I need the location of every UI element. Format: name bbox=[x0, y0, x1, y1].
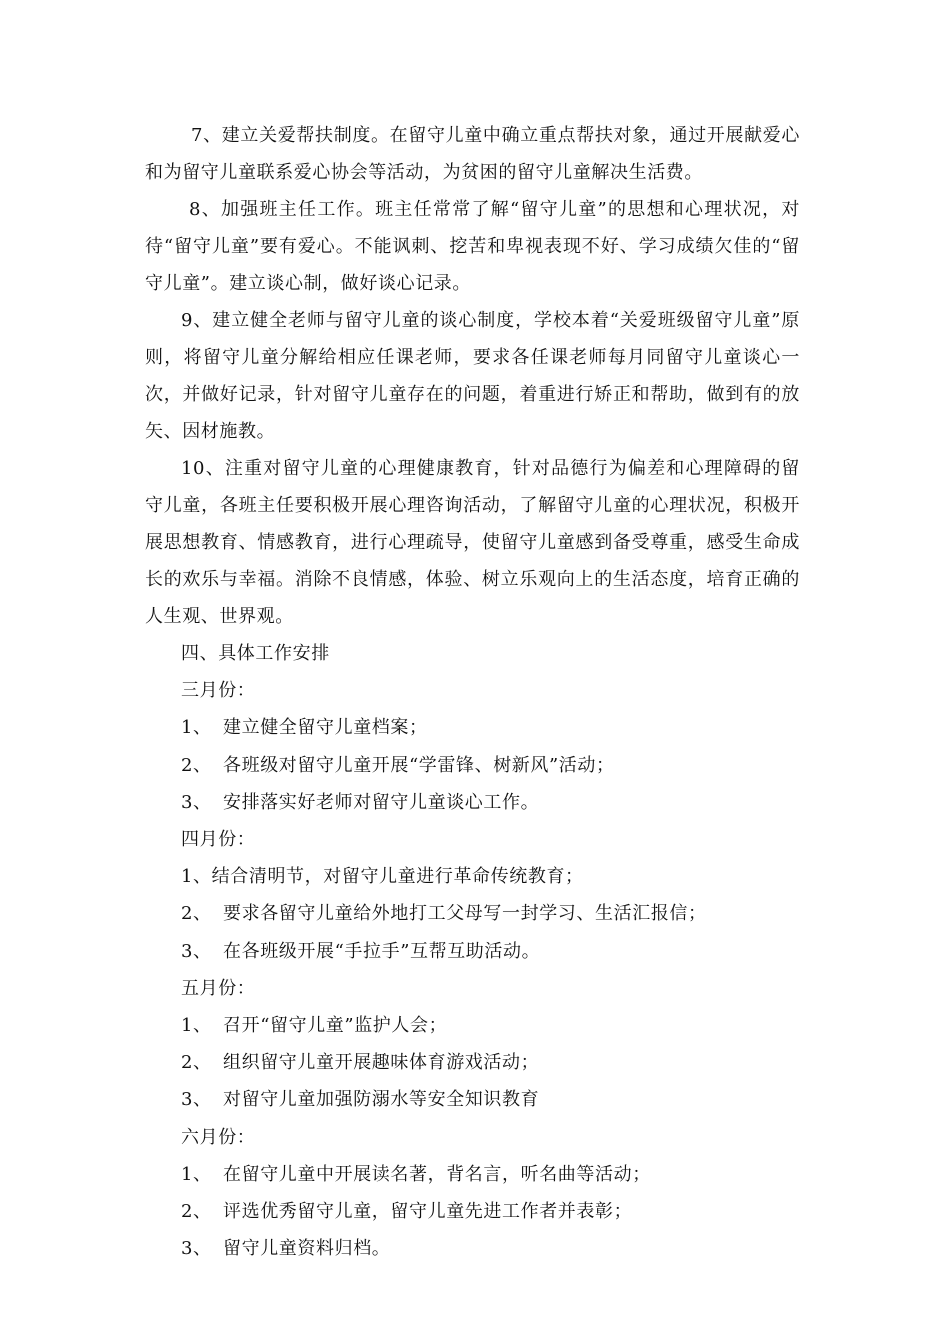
list-item bbox=[145, 895, 800, 932]
section-heading: 四、具体工作安排 bbox=[181, 643, 330, 664]
list-text: 在留守儿童中开展读名著，背名言，听名曲等活动； bbox=[223, 1163, 651, 1185]
list-text: 留守儿童资料归档。 bbox=[223, 1238, 391, 1260]
list-number: 3、 bbox=[181, 791, 212, 813]
list-item bbox=[145, 1156, 800, 1193]
list-item bbox=[145, 1230, 800, 1267]
list-item bbox=[145, 709, 800, 746]
list-number: 3、 bbox=[181, 1089, 212, 1111]
list-text: 在各班级开展“手拉手”互帮互助活动。 bbox=[223, 940, 541, 962]
list-number: 1、 bbox=[181, 866, 212, 888]
month-label-april: 四月份： bbox=[181, 829, 256, 851]
paragraph-item-7: 7、建立关爱帮扶制度。在留守儿童中确立重点帮扶对象，通过开展献爱心和为留守儿童联系爱心协会等活动，为贫困的留守儿童解决生活费。 bbox=[145, 125, 800, 183]
list-number: 3、 bbox=[181, 1238, 212, 1260]
list-item bbox=[145, 1007, 800, 1044]
month-label-may: 五月份： bbox=[181, 977, 256, 999]
list-number: 2、 bbox=[181, 754, 212, 776]
list-text: 要求各留守儿童给外地打工父母写一封学习、生活汇报信； bbox=[223, 903, 707, 925]
list-text: 对留守儿童加强防溺水等安全知识教育 bbox=[223, 1089, 540, 1111]
list-item bbox=[145, 1193, 800, 1230]
paragraph-item-8: 8、加强班主任工作。班主任常常了解“留守儿童”的思想和心理状况，对待“留守儿童”要有爱心。不能讽刺、挖苦和卑视表现不好、学习成绩欠佳的“留守儿童”。建立谈心制，做好谈心记录。 bbox=[145, 199, 800, 294]
list-item bbox=[145, 747, 800, 784]
list-text: 召开“留守儿童”监护人会； bbox=[223, 1015, 448, 1037]
month-label-march: 三月份： bbox=[181, 680, 256, 702]
list-text: 各班级对留守儿童开展“学雷锋、树新风”活动； bbox=[223, 754, 615, 776]
list-item bbox=[145, 784, 800, 821]
list-item bbox=[145, 1044, 800, 1081]
list-text: 建立健全留守儿童档案； bbox=[223, 717, 428, 739]
list-number: 2、 bbox=[181, 1201, 212, 1223]
paragraph-item-10: 10、注重对留守儿童的心理健康教育，针对品德行为偏差和心理障碍的留守儿童，各班主任要积极开展心理咨询活动，了解留守儿童的心理状况，积极开展思想教育、情感教育，进行心理疏导，使留守儿童感到备受尊重，感受生命成长的欢乐与幸福。消除不良情感，体验、树立乐观向上的生活态度，培育正确的人生观、世界观。 bbox=[145, 458, 800, 627]
list-text: 结合清明节，对留守儿童进行革命传统教育； bbox=[211, 866, 584, 888]
list-number: 2、 bbox=[181, 1052, 212, 1074]
list-number: 2、 bbox=[181, 903, 212, 925]
list-number: 1、 bbox=[181, 717, 212, 739]
list-text: 组织留守儿童开展趣味体育游戏活动； bbox=[223, 1052, 540, 1074]
list-number: 1、 bbox=[181, 1015, 212, 1037]
list-item bbox=[145, 933, 800, 970]
document-body bbox=[145, 117, 800, 1267]
paragraph-item-9: 9、建立健全老师与留守儿童的谈心制度，学校本着“关爱班级留守儿童”原则，将留守儿童分解给相应任课老师，要求各任课老师每月同留守儿童谈心一次，并做好记录，针对留守儿童存在的问题，着重进行矫正和帮助，做到有的放矢、因材施教。 bbox=[145, 310, 800, 442]
list-item bbox=[145, 1081, 800, 1118]
list-text: 评选优秀留守儿童，留守儿童先进工作者并表彰； bbox=[223, 1201, 633, 1223]
list-number: 3、 bbox=[181, 940, 212, 962]
month-label-june: 六月份： bbox=[181, 1126, 256, 1148]
list-text: 安排落实好老师对留守儿童谈心工作。 bbox=[223, 791, 540, 813]
list-number: 1、 bbox=[181, 1163, 212, 1185]
list-item bbox=[145, 858, 800, 895]
